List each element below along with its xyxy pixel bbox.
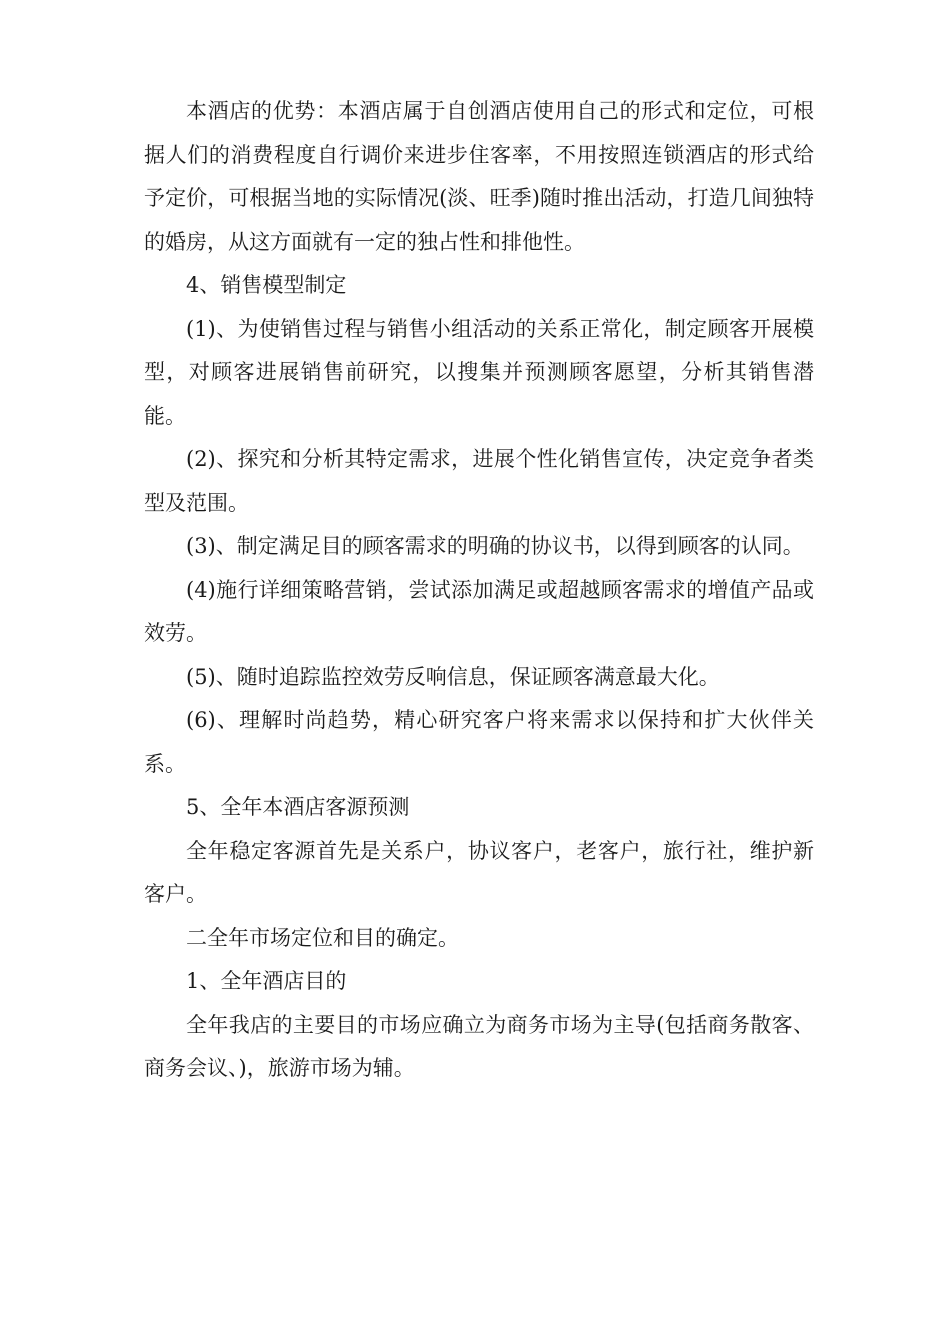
heading-annual-goals: 1、全年酒店目的 bbox=[186, 969, 347, 993]
heading-customer-forecast: 5、全年本酒店客源预测 bbox=[186, 795, 410, 819]
paragraph-sales-item-6: (6)、理解时尚趋势，精心研究客户将来需求以保持和扩大伙伴关系。 bbox=[144, 708, 814, 776]
paragraph-sales-item-1: (1)、为使销售过程与销售小组活动的关系正常化，制定顾客开展模型，对顾客进展销售前研究，以搜集并预测顾客愿望，分析其销售潜能。 bbox=[144, 316, 814, 428]
paragraph-sales-item-3: (3)、制定满足目的顾客需求的明确的协议书，以得到顾客的认同。 bbox=[186, 534, 804, 558]
document-body bbox=[144, 90, 814, 1091]
paragraph-target-market: 全年我店的主要目的市场应确立为商务市场为主导(包括商务散客、商务会议、)，旅游市场为辅。 bbox=[144, 1012, 814, 1080]
paragraph-hotel-advantages: 本酒店的优势：本酒店属于自创酒店使用自己的形式和定位，可根据人们的消费程度自行调价来进步住客率，不用按照连锁酒店的形式给予定价，可根据当地的实际情况(淡、旺季)随时推出活动，打造几间独特的婚房，从这方面就有一定的独占性和排他性。 bbox=[144, 99, 814, 254]
paragraph-customer-sources: 全年稳定客源首先是关系户，协议客户，老客户，旅行社，维护新客户。 bbox=[144, 838, 814, 906]
paragraph-sales-item-2: (2)、探究和分析其特定需求，进展个性化销售宣传，决定竞争者类型及范围。 bbox=[144, 447, 814, 515]
heading-market-positioning: 二全年市场定位和目的确定。 bbox=[186, 925, 459, 950]
paragraph-sales-item-4: (4)施行详细策略营销，尝试添加满足或超越顾客需求的增值产品或效劳。 bbox=[144, 577, 814, 645]
heading-sales-model: 4、销售模型制定 bbox=[186, 273, 347, 297]
paragraph-sales-item-5: (5)、随时追踪监控效劳反响信息，保证顾客满意最大化。 bbox=[186, 664, 720, 689]
